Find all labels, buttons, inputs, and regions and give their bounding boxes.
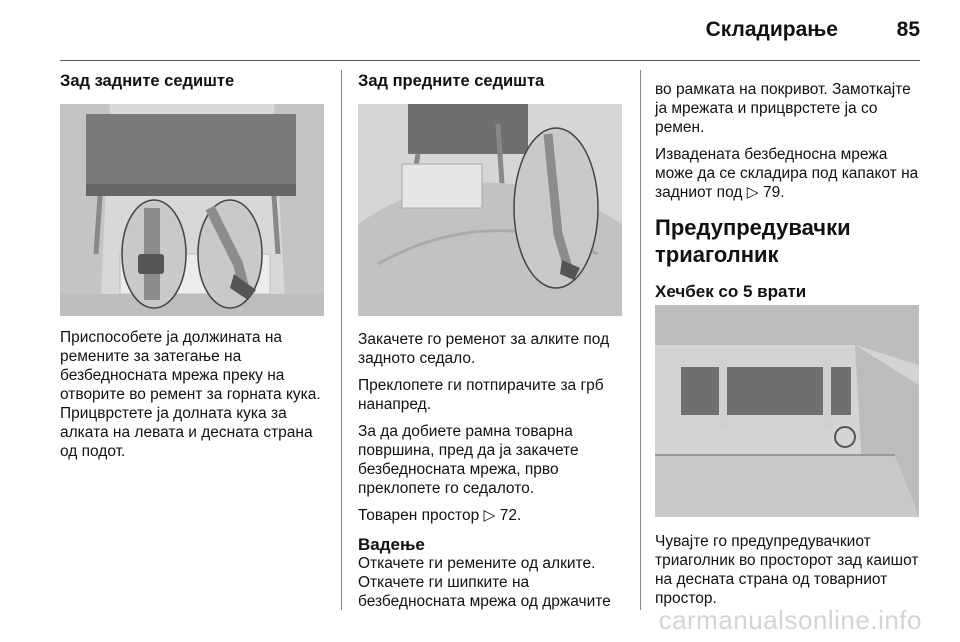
column-3-body <box>655 532 923 616</box>
paragraph-fold-backrests: Преклопете ги потпирачите за грб нанапред. <box>358 377 604 413</box>
column-3 <box>655 80 923 301</box>
column-divider-2 <box>640 70 641 610</box>
sub-heading-removal: Вадење <box>358 535 425 554</box>
column-1-body <box>60 328 325 469</box>
page-reference[interactable]: 79. <box>762 184 785 201</box>
cross-reference-icon: ▷ <box>483 507 496 524</box>
page-number: 85 <box>896 18 920 41</box>
paragraph-removal: Откачете ги ремените од алките. Откачете ги шипките на безбедносната мрежа од држачите <box>358 555 611 610</box>
column-2-body <box>358 330 630 619</box>
paragraph-flat-surface: За да добиете рамна товарна површина, пред да ја закачете безбедносната мрежа, прво преклопете го седалото. <box>358 423 579 497</box>
column-divider-1 <box>341 70 342 610</box>
paragraph-load-compartment: Товарен простор ▷ 72. <box>358 507 522 524</box>
paragraph-store-net: Извадената безбедносна мрежа може да се складира под капакот на задниот под ▷ 79. <box>655 146 919 201</box>
paragraph-adjust-straps: Приспособете ја должината на ремените за затегање на безбедносната мрежа преку на отворите во ремент за горната кука. Прицврстете ја долната кука за алката на левата и десната страна од подот. <box>60 329 321 460</box>
paragraph-triangle-storage: Чувајте го предупредувачкиот триаголник во просторот зад каишот на десната страна од товарниот простор. <box>655 533 919 607</box>
section-heading-rear-seat: Зад задните седиште <box>60 72 235 90</box>
cross-reference-icon: ▷ <box>746 184 759 201</box>
section-heading-warning-triangle: Предупредувачки триаголник <box>655 215 851 267</box>
page-title: Складирање <box>705 18 838 41</box>
watermark: carmanualsonline.info <box>658 605 922 635</box>
header-divider <box>60 60 920 61</box>
column-2 <box>358 72 628 91</box>
paragraph-roll-net: во рамката на покривот. Замоткајте ја мрежата и прицврстете ја со ремен. <box>655 81 911 136</box>
page-reference[interactable]: 72. <box>499 507 522 524</box>
section-heading-front-seats: Зад предните седишта <box>358 72 545 90</box>
paragraph-attach-strap: Закачете го ременот за алките под задното седало. <box>358 331 610 367</box>
sub-heading-hatchback: Хечбек со 5 врати <box>655 282 807 301</box>
illustration-rear-seat-net <box>60 104 324 316</box>
illustration-warning-triangle-storage <box>655 305 919 517</box>
column-1 <box>60 72 325 91</box>
illustration-front-seat-net <box>358 104 622 316</box>
